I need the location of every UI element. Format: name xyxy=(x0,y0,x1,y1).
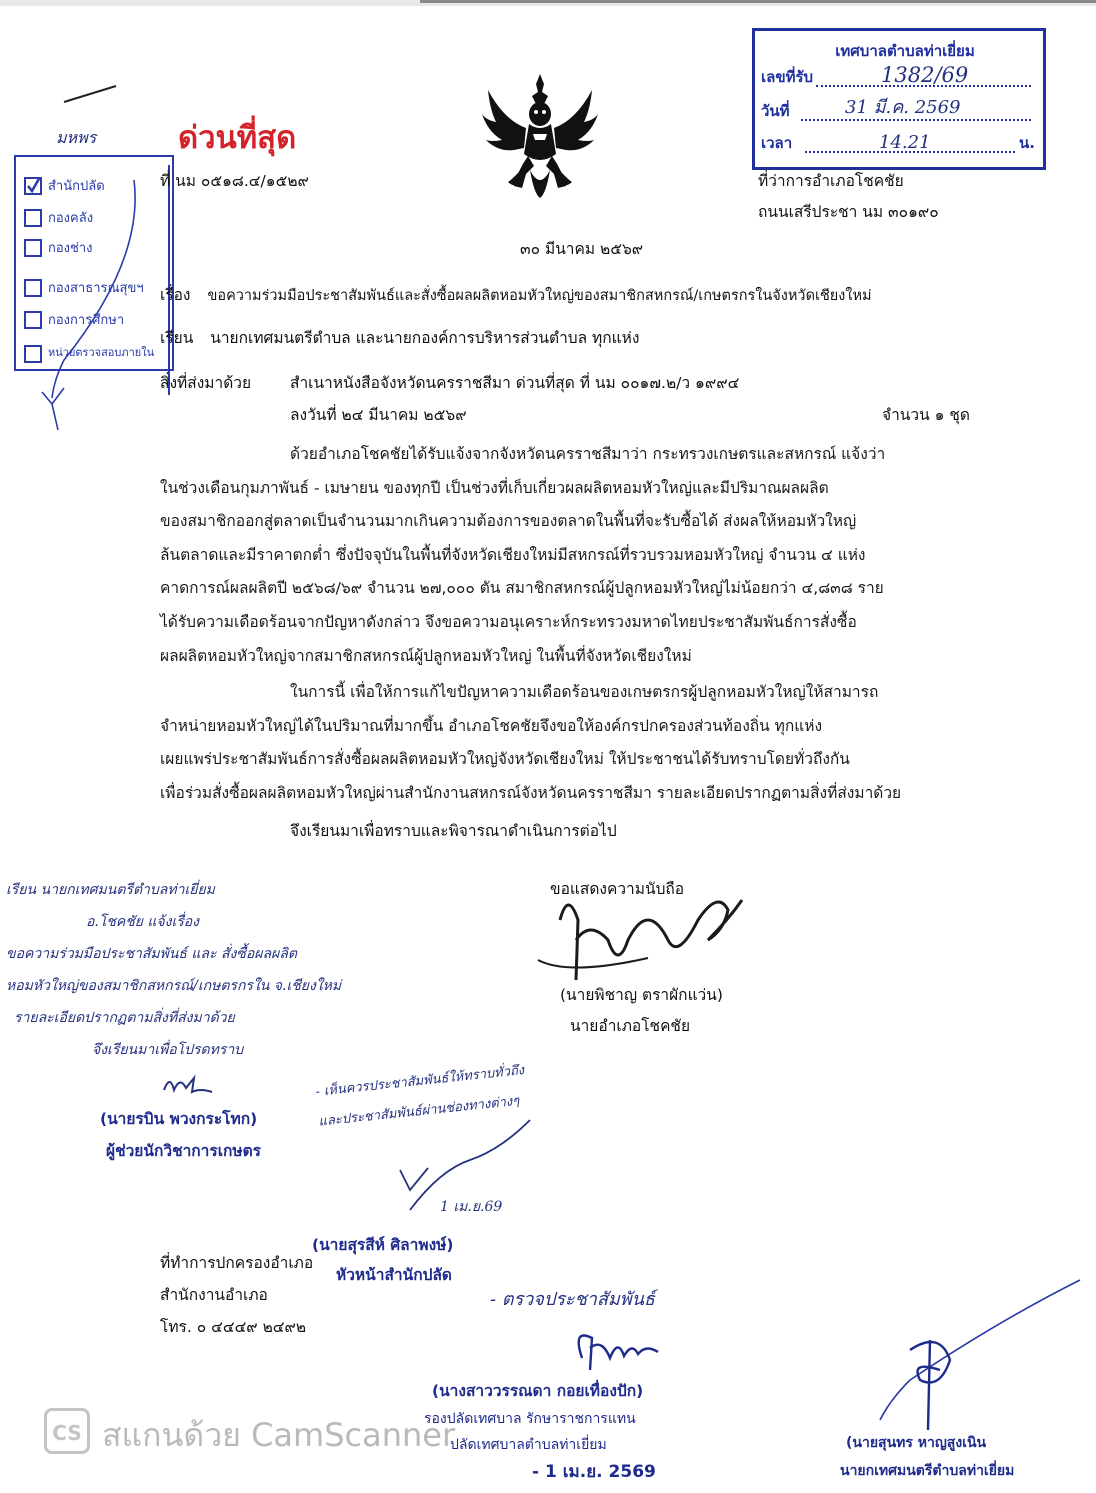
closing-sentence: จึงเรียนมาเพื่อทราบและพิจารณาดำเนินการต่อไป xyxy=(290,822,617,840)
enclosure-text: สำเนาหนังสือจังหวัดนครราชสีมา ด่วนที่สุด ที่ นม ๐๐๑๗.๒/ว ๑๙๙๔ xyxy=(290,374,740,392)
mayor-name: (นายสุนทร หาญสูงเนิน xyxy=(846,1435,987,1451)
subject-label: เรื่อง xyxy=(160,286,191,304)
footer-line1: ที่ทำการปกครองอำเภอ xyxy=(160,1254,314,1272)
comment-line: - เห็นควรประชาสัมพันธ์ให้ทราบทั่วถึง xyxy=(314,1063,525,1100)
paragraph-1 xyxy=(160,438,990,673)
letter-date: ๓๐ มีนาคม ๒๕๖๙ xyxy=(520,240,644,258)
office-address-line2: ถนนเสรีประชา นม ๓๐๑๙๐ xyxy=(758,203,939,221)
stamp-time-row xyxy=(761,131,1037,157)
memo-line: เรียน นายกเทศมนตรีตำบลท่าเยี่ยม xyxy=(6,882,215,898)
stamp-date-label: วันที่ xyxy=(761,102,790,120)
camscanner-watermark-text: สแกนด้วย CamScanner xyxy=(102,1416,456,1454)
routing-item-label: กองคลัง xyxy=(48,211,94,226)
staff-signature xyxy=(160,1070,220,1100)
routing-item-label: กองการศึกษา xyxy=(48,313,125,328)
to-line xyxy=(160,325,639,350)
stamp-time-unit: น. xyxy=(1019,134,1035,152)
routing-handwritten-note: มหพร xyxy=(56,128,97,147)
memo-line: หอมหัวใหญ่ของสมาชิกสหกรณ์/เกษตรกรใน จ.เชียงใหม่ xyxy=(6,978,342,994)
paragraph-line: คาดการณ์ผลผลิตปี ๒๕๖๘/๖๙ จำนวน ๒๗,๐๐๐ ตัน สมาชิกสหกรณ์ผู้ปลูกหอมหัวใหญ่ไม่น้อยกว่า ๔,๘๓๘ ราย xyxy=(160,579,884,598)
order-note: - ตรวจประชาสัมพันธ์ xyxy=(490,1289,655,1310)
enclosure-date: ลงวันที่ ๒๔ มีนาคม ๒๕๖๙ xyxy=(290,406,467,424)
district-chief-signature xyxy=(528,880,768,990)
signer-title: นายอำเภอโชคชัย xyxy=(570,1017,691,1035)
stamp-date-value: 31 มี.ค. 2569 xyxy=(845,97,961,118)
paragraph-line: ในช่วงเดือนกุมภาพันธ์ - เมษายน ของทุกปี เป็นช่วงที่เก็บเกี่ยวผลผลิตหอมหัวใหญ่และมีปริมาณผลผลิต xyxy=(160,478,829,497)
staff-title: ผู้ช่วยนักวิชาการเกษตร xyxy=(106,1142,261,1160)
enclosure-label: สิ่งที่ส่งมาด้วย xyxy=(160,374,252,392)
stamp-receipt-row xyxy=(761,65,1037,91)
footer-line2: สำนักงานอำเภอ xyxy=(160,1286,268,1304)
head-title: หัวหน้าสำนักปลัด xyxy=(336,1266,452,1284)
memo-line: จึงเรียนมาเพื่อโปรดทราบ xyxy=(92,1042,244,1058)
deputy-title1: รองปลัดเทศบาล รักษาราชการแทน xyxy=(424,1411,636,1427)
to-text: นายกเทศมนตรีตำบล และนายกองค์การบริหารส่วนตำบล ทุกแห่ง xyxy=(210,329,640,347)
document-number: ที่ นม ๐๕๑๘.๔/๑๕๒๙ xyxy=(160,172,309,190)
paragraph-line: จำหน่ายหอมหัวใหญ่ได้ในปริมาณที่มากขึ้น อำเภอโชคชัยจึงขอให้องค์กรปกครองส่วนท้องถิ่น ทุกแห่ง xyxy=(160,716,823,735)
paragraph-line: ผลผลิตหอมหัวใหญ่จากสมาชิกสหกรณ์ผู้ปลูกหอมหัวใหญ่ ในพื้นที่จังหวัดเชียงใหม่ xyxy=(160,646,692,665)
to-label: เรียน xyxy=(160,329,194,347)
routing-scribble xyxy=(24,180,174,450)
regards-text: ขอแสดงความนับถือ xyxy=(550,880,685,898)
head-name: (นายสุรสีห์ ศิลาพงษ์) xyxy=(312,1236,454,1254)
paragraph-line: เพื่อร่วมสั่งซื้อผลผลิตหอมหัวใหญ่ผ่านสำนักงานสหกรณ์จังหวัดนครราชสีมา รายละเอียดปรากฏตามสิ่งที่ส่งมาด้วย xyxy=(160,783,902,802)
enclosure-line xyxy=(160,370,740,395)
footer-line3: โทร. ๐ ๔๔๔๙ ๒๔๙๒ xyxy=(160,1318,307,1336)
stamp-time-label: เวลา xyxy=(761,134,793,152)
routing-item-label: หน่วยตรวจสอบภายใน xyxy=(48,346,155,359)
routing-sideline xyxy=(168,165,170,395)
paragraph-2 xyxy=(160,676,990,810)
stamp-receipt-label: เลขที่รับ xyxy=(761,68,814,86)
routing-stroke xyxy=(60,82,120,108)
memo-line: ขอความร่วมมือประชาสัมพันธ์ และ สั่งซื้อผลผลิต xyxy=(6,946,297,962)
routing-item-label: สำนักปลัด xyxy=(48,179,105,194)
deputy-date: - 1 เม.ย. 2569 xyxy=(532,1462,656,1482)
deputy-signature xyxy=(562,1318,672,1378)
handwritten-memo xyxy=(6,874,446,1066)
receiving-stamp xyxy=(752,28,1046,170)
enclosure-qty: จำนวน ๑ ชุด xyxy=(882,406,970,424)
stamp-time-value: 14.21 xyxy=(879,132,931,153)
garuda-emblem-icon xyxy=(478,70,602,200)
memo-line: อ.โชคชัย แจ้งเรื่อง xyxy=(86,914,200,930)
subject-text: ขอความร่วมมือประชาสัมพันธ์และสั่งซื้อผลผลิตหอมหัวใหญ่ของสมาชิกสหกรณ์/เกษตรกรในจังหวัดเชียงใหม่ xyxy=(207,288,872,304)
deputy-name: (นางสาววรรณดา กอยเทื่องปัก) xyxy=(432,1382,644,1400)
paragraph-line: ของสมาชิกออกสู่ตลาดเป็นจำนวนมากเกินความต้องการของตลาดในพื้นที่จะรับซื้อได้ ส่งผลให้หอมหัวใหญ่ xyxy=(160,512,857,531)
staff-name: (นายรบิน พวงกระโทก) xyxy=(100,1110,258,1128)
stamp-org: เทศบาลตำบลท่าเยี่ยม xyxy=(835,42,975,60)
stamp-date-row xyxy=(761,99,1037,125)
paragraph-line: เผยแพร่ประชาสัมพันธ์การสั่งซื้อผลผลิตหอมหัวใหญ่จังหวัดเชียงใหม่ ให้ประชาชนได้รับทราบโดยทั่วถึงกัน xyxy=(160,750,850,769)
office-address-line1: ที่ว่าการอำเภอโชคชัย xyxy=(758,172,904,190)
routing-item-label: กองช่าง xyxy=(48,241,93,256)
paragraph-line: ในการนี้ เพื่อให้การแก้ไขปัญหาความเดือดร้อนของเกษตรกรผู้ปลูกหอมหัวใหญ่ให้สามารถ xyxy=(290,683,879,701)
signer-name: (นายพิชาญ ตราผักแว่น) xyxy=(560,986,723,1004)
memo-line: รายละเอียดปรากฏตามสิ่งที่ส่งมาด้วย xyxy=(14,1010,235,1026)
scan-top-shadow xyxy=(420,0,1096,3)
mayor-title: นายกเทศมนตรีตำบลท่าเยี่ยม xyxy=(840,1463,1015,1479)
subject-line xyxy=(160,282,872,307)
comment-line: และประชาสัมพันธ์ผ่านช่องทางต่างๆ xyxy=(317,1093,520,1130)
comment-date: 1 เม.ย.69 xyxy=(440,1199,503,1215)
paragraph-line: ล้นตลาดและมีราคาตกต่ำ ซึ่งปัจจุบันในพื้นที่จังหวัดเชียงใหม่มีสหกรณ์ที่รวบรวมหอมหัวใหญ่ จำนวน ๔ แห่ง xyxy=(160,545,866,564)
urgency-label: ด่วนที่สุด xyxy=(178,120,297,156)
routing-item-label: กองสาธารณสุขฯ xyxy=(48,281,144,296)
paragraph-line: ได้รับความเดือดร้อนจากปัญหาดังกล่าว จึงขอความอนุเคราะห์กระทรวงมหาดไทยประชาสัมพันธ์การสั่งซื้อ xyxy=(160,612,857,631)
paragraph-line: ด้วยอำเภอโชคชัยได้รับแจ้งจากจังหวัดนครราชสีมาว่า กระทรวงเกษตรและสหกรณ์ แจ้งว่า xyxy=(290,445,886,463)
stamp-receipt-value: 1382/69 xyxy=(881,63,969,87)
deputy-title2: ปลัดเทศบาลตำบลท่าเยี่ยม xyxy=(450,1437,607,1453)
camscanner-logo: CS xyxy=(44,1408,90,1454)
